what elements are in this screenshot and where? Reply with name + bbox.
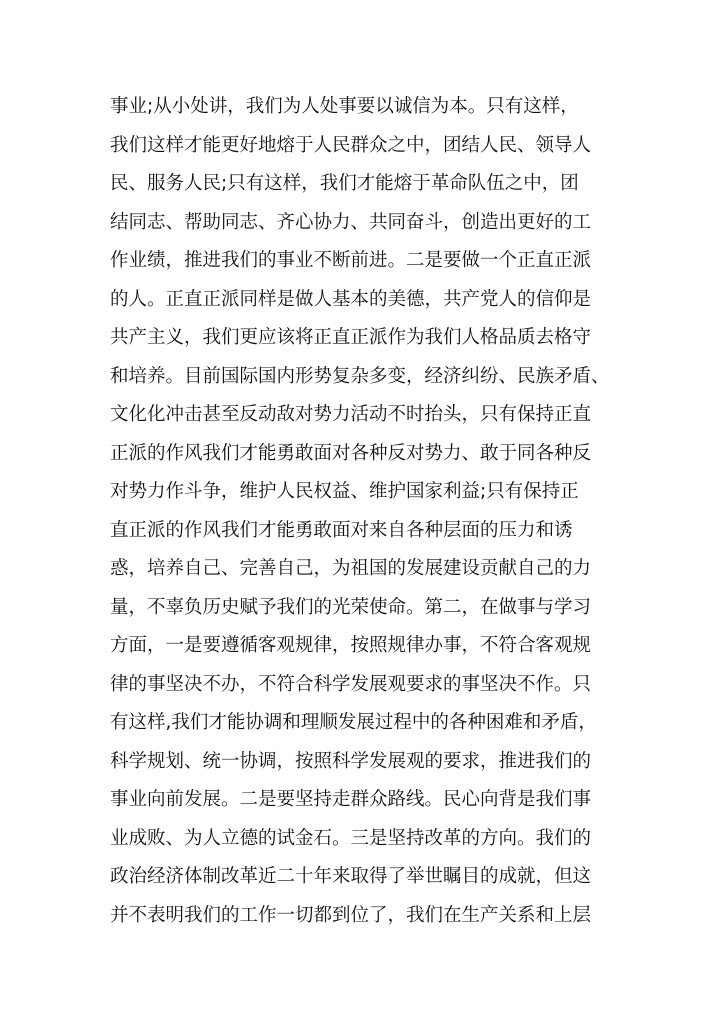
text-line: 政治经济体制改革近二十年来取得了举世瞩目的成就，但这: [110, 866, 592, 887]
text-line: 业成败、为人立德的试金石。三是坚持改革的方向。我们的: [110, 827, 592, 849]
text-line: 惑，培养自己、完善自己，为祖国的发展建设贡献自己的力: [110, 558, 592, 579]
text-line: 有这样,我们才能协调和理顺发展过程中的各种困难和矛盾，: [110, 712, 597, 733]
text-line: 律的事坚决不办，不符合科学发展观要求的事坚决不作。只: [110, 673, 592, 695]
text-line: 事业;从小处讲，我们为人处事要以诚信为本。只有这样，: [110, 96, 579, 117]
text-line: 民、服务人民;只有这样，我们才能熔于革命队伍之中，团: [110, 173, 579, 194]
text-line: 直正派的作风我们才能勇敢面对来自各种层面的压力和诱: [110, 519, 573, 541]
text-line: 量，不辜负历史赋予我们的光荣使命。第二，在做事与学习: [110, 596, 592, 618]
text-line: 作业绩，推进我们的事业不断前进。二是要做一个正直正派: [110, 250, 592, 271]
text-line: 和培养。目前国际国内形势复杂多变，经济纠纷、民族矛盾、: [110, 365, 610, 387]
text-line: 并不表明我们的工作一切都到位了，我们在生产关系和上层: [110, 904, 592, 926]
text-line: 结同志、帮助同志、齐心协力、共同奋斗，创造出更好的工: [110, 211, 592, 233]
text-line: 科学规划、统一协调，按照科学发展观的要求，推进我们的: [110, 750, 592, 772]
text-line: 文化化冲击甚至反动敌对势力活动不时抬头，只有保持正直: [110, 404, 592, 425]
body-text: [110, 88, 610, 935]
text-line: 正派的作风我们才能勇敢面对各种反对势力、敢于同各种反: [110, 442, 592, 464]
text-line: 的人。正直正派同样是做人基本的美德，共产党人的信仰是: [110, 288, 592, 310]
text-line: 方面，一是要遵循客观规律，按照规律办事，不符合客观规: [110, 635, 592, 656]
text-line: 我们这样才能更好地熔于人民群众之中，团结人民、领导人: [110, 134, 592, 156]
text-line: 事业向前发展。二是要坚持走群众路线。民心向背是我们事: [110, 789, 592, 810]
text-line: 对势力作斗争，维护人民权益、维护国家利益;只有保持正: [110, 481, 579, 502]
text-line: 共产主义，我们更应该将正直正派作为我们人格品质去格守: [110, 327, 592, 348]
